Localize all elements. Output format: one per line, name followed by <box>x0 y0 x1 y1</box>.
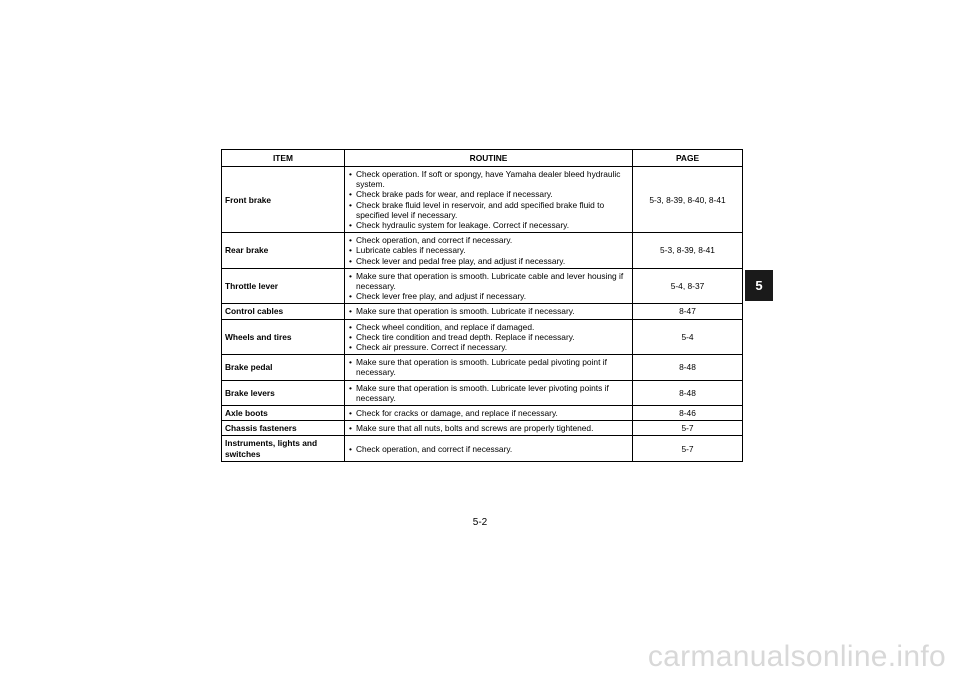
routine-list <box>348 306 629 316</box>
routine-cell <box>345 167 633 233</box>
routine-step: • Make sure that all nuts, bolts and screws are properly tightened. <box>348 423 629 433</box>
item-cell: Control cables <box>222 304 345 319</box>
routine-step: • Check hydraulic system for leakage. Correct if necessary. <box>348 220 629 230</box>
routine-cell <box>345 380 633 405</box>
page-ref-cell: 5-3, 8-39, 8-40, 8-41 <box>633 167 743 233</box>
routine-step: • Make sure that operation is smooth. Lubricate cable and lever housing if necessary. <box>348 271 629 291</box>
routine-step: • Check operation, and correct if necessary. <box>348 235 629 245</box>
routine-list <box>348 271 629 302</box>
table-row <box>222 421 743 436</box>
routine-list <box>348 357 629 377</box>
header-routine: ROUTINE <box>345 150 633 167</box>
pre-operation-check-table-container <box>221 149 742 462</box>
routine-step: • Make sure that operation is smooth. Lubricate if necessary. <box>348 306 629 316</box>
chapter-tab: 5 <box>745 270 773 301</box>
table-header-row <box>222 150 743 167</box>
page-ref-cell: 8-47 <box>633 304 743 319</box>
routine-step: • Make sure that operation is smooth. Lubricate lever pivoting points if necessary. <box>348 383 629 403</box>
item-cell: Rear brake <box>222 233 345 269</box>
routine-list <box>348 383 629 403</box>
page-number: 5-2 <box>472 517 488 528</box>
page-ref-cell: 8-48 <box>633 355 743 380</box>
routine-cell <box>345 233 633 269</box>
item-cell: Instruments, lights and switches <box>222 436 345 461</box>
routine-cell <box>345 406 633 421</box>
table-row <box>222 268 743 304</box>
page-ref-cell: 8-46 <box>633 406 743 421</box>
routine-step: • Check operation. If soft or spongy, have Yamaha dealer bleed hydraulic system. <box>348 169 629 189</box>
routine-list <box>348 444 629 454</box>
item-cell: Wheels and tires <box>222 319 345 355</box>
watermark: carmanualsonline.info <box>647 640 946 673</box>
routine-cell <box>345 421 633 436</box>
page-ref-cell: 5-3, 8-39, 8-41 <box>633 233 743 269</box>
table-row <box>222 233 743 269</box>
routine-step: • Check lever free play, and adjust if necessary. <box>348 291 629 301</box>
routine-step: • Check wheel condition, and replace if damaged. <box>348 322 629 332</box>
table-row <box>222 436 743 461</box>
routine-step: • Check lever and pedal free play, and adjust if necessary. <box>348 256 629 266</box>
item-cell: Axle boots <box>222 406 345 421</box>
routine-cell <box>345 268 633 304</box>
item-cell: Front brake <box>222 167 345 233</box>
item-cell: Brake pedal <box>222 355 345 380</box>
table-row <box>222 304 743 319</box>
routine-step: • Check for cracks or damage, and replace if necessary. <box>348 408 629 418</box>
routine-step: • Make sure that operation is smooth. Lubricate pedal pivoting point if necessary. <box>348 357 629 377</box>
header-page: PAGE <box>633 150 743 167</box>
item-cell: Throttle lever <box>222 268 345 304</box>
page-ref-cell: 5-4 <box>633 319 743 355</box>
routine-list <box>348 169 629 230</box>
pre-operation-check-table <box>221 149 743 462</box>
routine-cell <box>345 319 633 355</box>
routine-list <box>348 235 629 266</box>
routine-list <box>348 408 629 418</box>
page-ref-cell: 5-7 <box>633 436 743 461</box>
table-body <box>222 167 743 462</box>
routine-step: • Check brake pads for wear, and replace if necessary. <box>348 189 629 199</box>
routine-list <box>348 322 629 353</box>
table-row <box>222 167 743 233</box>
table-row <box>222 406 743 421</box>
page-ref-cell: 5-4, 8-37 <box>633 268 743 304</box>
page-ref-cell: 8-48 <box>633 380 743 405</box>
header-item: ITEM <box>222 150 345 167</box>
routine-step: • Check brake fluid level in reservoir, and add specified brake fluid to specified level if necessary. <box>348 200 629 220</box>
routine-cell <box>345 355 633 380</box>
routine-step: • Check operation, and correct if necessary. <box>348 444 629 454</box>
table-row <box>222 355 743 380</box>
routine-step: • Check air pressure. Correct if necessary. <box>348 342 629 352</box>
table-row <box>222 319 743 355</box>
page-ref-cell: 5-7 <box>633 421 743 436</box>
routine-cell <box>345 436 633 461</box>
routine-list <box>348 423 629 433</box>
item-cell: Brake levers <box>222 380 345 405</box>
table-row <box>222 380 743 405</box>
routine-step: • Lubricate cables if necessary. <box>348 245 629 255</box>
routine-step: • Check tire condition and tread depth. Replace if necessary. <box>348 332 629 342</box>
item-cell: Chassis fasteners <box>222 421 345 436</box>
routine-cell <box>345 304 633 319</box>
